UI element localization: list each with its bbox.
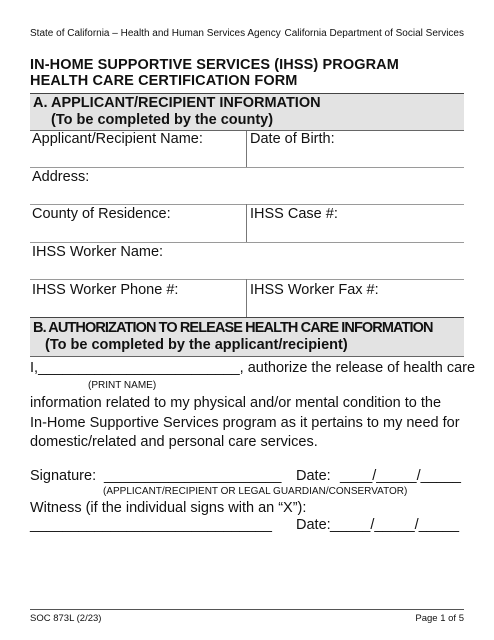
applicant-name-label: Applicant/Recipient Name: — [32, 131, 203, 147]
page-number: Page 1 of 5 — [415, 613, 464, 624]
authorization-start: I, — [30, 360, 39, 376]
print-name-field[interactable]: _________________________ — [38, 360, 240, 376]
signature-caption: (APPLICANT/RECIPIENT OR LEGAL GUARDIAN/CONSERVATOR) — [103, 486, 408, 497]
agency-name: State of California – Health and Human Services Agency — [30, 28, 281, 39]
divider — [246, 204, 247, 242]
section-a-subheading: (To be completed by the county) — [51, 112, 274, 128]
form-title-line-2: HEALTH CARE CERTIFICATION FORM — [30, 73, 298, 89]
witness-signature-field[interactable]: ______________________________ — [30, 517, 272, 533]
form-title-line-1: IN-HOME SUPPORTIVE SERVICES (IHSS) PROGRAM — [30, 57, 399, 73]
authorization-line-3: In-Home Supportive Services program as it pertains to my need for — [30, 415, 460, 431]
county-label: County of Residence: — [32, 206, 171, 222]
witness-date-field[interactable]: _____/_____/_____ — [330, 517, 460, 533]
signature-field[interactable]: ______________________ — [104, 468, 282, 484]
case-number-label: IHSS Case #: — [250, 206, 338, 222]
worker-phone-label: IHSS Worker Phone #: — [32, 282, 179, 298]
section-a-heading: A. APPLICANT/RECIPIENT INFORMATION — [33, 95, 321, 111]
print-name-caption: (PRINT NAME) — [88, 380, 157, 391]
divider — [246, 131, 247, 167]
divider — [246, 279, 247, 317]
signature-label: Signature: — [30, 468, 97, 484]
date-of-birth-label: Date of Birth: — [250, 131, 335, 147]
witness-date-label: Date: — [296, 517, 331, 533]
witness-label: Witness (if the individual signs with an “X”): — [30, 500, 307, 516]
form-title — [30, 57, 399, 89]
section-a-header — [30, 93, 464, 131]
authorization-line-1 — [30, 358, 475, 379]
row-divider — [30, 242, 464, 243]
address-label: Address: — [32, 169, 90, 185]
signature-date-label: Date: — [296, 468, 331, 484]
row-divider — [30, 204, 464, 205]
section-b-heading: B. AUTHORIZATION TO RELEASE HEALTH CARE INFORMATION — [33, 320, 433, 336]
signature-date-field[interactable]: ____/_____/_____ — [340, 468, 461, 484]
authorization-line-2: information related to my physical and/or mental condition to the — [30, 395, 442, 411]
form-number: SOC 873L (2/23) — [30, 613, 102, 624]
row-divider — [30, 279, 464, 280]
worker-name-label: IHSS Worker Name: — [32, 244, 164, 260]
department-name: California Department of Social Services — [284, 28, 464, 39]
authorization-line-4: domestic/related and personal care services. — [30, 434, 318, 450]
section-b-subheading: (To be completed by the applicant/recipient) — [45, 337, 348, 353]
section-b-header — [30, 317, 464, 357]
worker-fax-label: IHSS Worker Fax #: — [250, 282, 379, 298]
footer-rule — [30, 609, 464, 610]
authorization-end: , authorize the release of health care — [239, 360, 476, 376]
row-divider — [30, 167, 464, 168]
